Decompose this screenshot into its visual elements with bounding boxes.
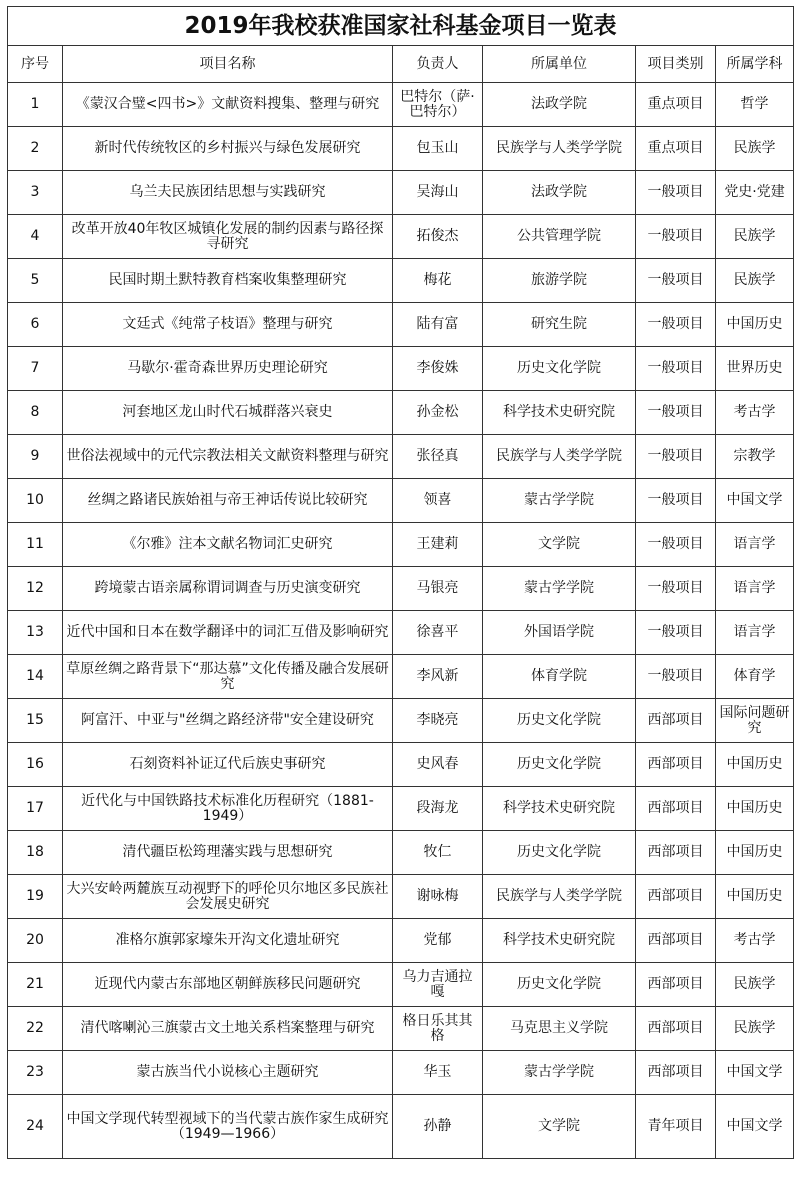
project-name: 石刻资料补证辽代后族史事研究 [63, 743, 393, 787]
project-category: 一般项目 [636, 259, 716, 303]
row-number: 17 [8, 787, 63, 831]
row-number: 13 [8, 611, 63, 655]
project-category: 西部项目 [636, 1007, 716, 1051]
project-name: 马歇尔·霍奇森世界历史理论研究 [63, 347, 393, 391]
principal-investigator: 孙金松 [393, 391, 483, 435]
table-row [8, 435, 794, 479]
row-number: 10 [8, 479, 63, 523]
row-number: 14 [8, 655, 63, 699]
discipline: 中国历史 [716, 303, 794, 347]
principal-investigator: 牧仁 [393, 831, 483, 875]
project-name: 改革开放40年牧区城镇化发展的制约因素与路径探寻研究 [63, 215, 393, 259]
project-list-sheet [7, 6, 793, 1178]
affiliated-unit: 科学技术史研究院 [483, 787, 636, 831]
table-row [8, 1095, 794, 1159]
affiliated-unit: 体育学院 [483, 655, 636, 699]
project-name: 清代喀喇沁三旗蒙古文土地关系档案整理与研究 [63, 1007, 393, 1051]
principal-investigator: 华玉 [393, 1051, 483, 1095]
discipline: 中国历史 [716, 831, 794, 875]
project-category: 一般项目 [636, 567, 716, 611]
table-row [8, 699, 794, 743]
project-name: 阿富汗、中亚与"丝绸之路经济带"安全建设研究 [63, 699, 393, 743]
affiliated-unit: 马克思主义学院 [483, 1007, 636, 1051]
principal-investigator: 史风春 [393, 743, 483, 787]
principal-investigator: 李风新 [393, 655, 483, 699]
principal-investigator: 马银亮 [393, 567, 483, 611]
table-row [8, 303, 794, 347]
project-category: 一般项目 [636, 655, 716, 699]
discipline: 国际问题研究 [716, 699, 794, 743]
project-name: 新时代传统牧区的乡村振兴与绿色发展研究 [63, 127, 393, 171]
discipline: 民族学 [716, 963, 794, 1007]
principal-investigator: 王建莉 [393, 523, 483, 567]
project-category: 一般项目 [636, 435, 716, 479]
affiliated-unit: 历史文化学院 [483, 347, 636, 391]
table-row [8, 919, 794, 963]
discipline: 中国文学 [716, 1051, 794, 1095]
principal-investigator: 李俊姝 [393, 347, 483, 391]
project-category: 一般项目 [636, 347, 716, 391]
project-category: 一般项目 [636, 611, 716, 655]
table-row [8, 655, 794, 699]
principal-investigator: 陆有富 [393, 303, 483, 347]
table-row [8, 215, 794, 259]
table-row [8, 611, 794, 655]
discipline: 语言学 [716, 567, 794, 611]
discipline: 中国历史 [716, 743, 794, 787]
affiliated-unit: 法政学院 [483, 83, 636, 127]
row-number: 24 [8, 1095, 63, 1159]
principal-investigator: 李晓亮 [393, 699, 483, 743]
project-name: 《尔雅》注本文献名物词汇史研究 [63, 523, 393, 567]
row-number: 3 [8, 171, 63, 215]
project-category: 一般项目 [636, 479, 716, 523]
principal-investigator: 包玉山 [393, 127, 483, 171]
affiliated-unit: 历史文化学院 [483, 963, 636, 1007]
affiliated-unit: 科学技术史研究院 [483, 919, 636, 963]
project-name: 乌兰夫民族团结思想与实践研究 [63, 171, 393, 215]
discipline: 民族学 [716, 215, 794, 259]
project-name: 文廷式《纯常子枝语》整理与研究 [63, 303, 393, 347]
project-category: 一般项目 [636, 303, 716, 347]
table-row [8, 875, 794, 919]
principal-investigator: 巴特尔（萨·巴特尔） [393, 83, 483, 127]
table-row [8, 127, 794, 171]
table-title: 2019年我校获准国家社科基金项目一览表 [8, 7, 794, 46]
project-category: 西部项目 [636, 699, 716, 743]
project-category: 一般项目 [636, 215, 716, 259]
row-number: 9 [8, 435, 63, 479]
table-row [8, 259, 794, 303]
row-number: 22 [8, 1007, 63, 1051]
discipline: 中国历史 [716, 787, 794, 831]
table-row [8, 347, 794, 391]
project-category: 一般项目 [636, 171, 716, 215]
row-number: 15 [8, 699, 63, 743]
row-number: 6 [8, 303, 63, 347]
row-number: 19 [8, 875, 63, 919]
principal-investigator: 孙静 [393, 1095, 483, 1159]
principal-investigator: 领喜 [393, 479, 483, 523]
project-name: 河套地区龙山时代石城群落兴衰史 [63, 391, 393, 435]
row-number: 7 [8, 347, 63, 391]
discipline: 中国文学 [716, 1095, 794, 1159]
row-number: 5 [8, 259, 63, 303]
affiliated-unit: 民族学与人类学学院 [483, 127, 636, 171]
principal-investigator: 徐喜平 [393, 611, 483, 655]
project-name: 近代中国和日本在数学翻译中的词汇互借及影响研究 [63, 611, 393, 655]
discipline: 哲学 [716, 83, 794, 127]
project-name: 《蒙汉合璧<四书>》文献资料搜集、整理与研究 [63, 83, 393, 127]
row-number: 1 [8, 83, 63, 127]
affiliated-unit: 文学院 [483, 1095, 636, 1159]
affiliated-unit: 公共管理学院 [483, 215, 636, 259]
affiliated-unit: 蒙古学学院 [483, 479, 636, 523]
project-category: 重点项目 [636, 127, 716, 171]
project-name: 草原丝绸之路背景下“那达慕”文化传播及融合发展研究 [63, 655, 393, 699]
table-row [8, 743, 794, 787]
affiliated-unit: 科学技术史研究院 [483, 391, 636, 435]
discipline: 民族学 [716, 259, 794, 303]
affiliated-unit: 外国语学院 [483, 611, 636, 655]
table-row [8, 1007, 794, 1051]
discipline: 考古学 [716, 391, 794, 435]
discipline: 宗教学 [716, 435, 794, 479]
header-discipline: 所属学科 [716, 46, 794, 83]
project-category: 重点项目 [636, 83, 716, 127]
project-category: 西部项目 [636, 831, 716, 875]
table-row [8, 1051, 794, 1095]
row-number: 20 [8, 919, 63, 963]
row-number: 12 [8, 567, 63, 611]
row-number: 11 [8, 523, 63, 567]
principal-investigator: 张径真 [393, 435, 483, 479]
table-row [8, 523, 794, 567]
affiliated-unit: 法政学院 [483, 171, 636, 215]
project-name: 中国文学现代转型视域下的当代蒙古族作家生成研究（1949—1966） [63, 1095, 393, 1159]
row-number: 16 [8, 743, 63, 787]
principal-investigator: 拓俊杰 [393, 215, 483, 259]
row-number: 18 [8, 831, 63, 875]
discipline: 民族学 [716, 127, 794, 171]
row-number: 2 [8, 127, 63, 171]
project-category: 西部项目 [636, 875, 716, 919]
row-number: 4 [8, 215, 63, 259]
table-row [8, 171, 794, 215]
project-name: 近代化与中国铁路技术标准化历程研究（1881-1949） [63, 787, 393, 831]
header-unit: 所属单位 [483, 46, 636, 83]
principal-investigator: 格日乐其其格 [393, 1007, 483, 1051]
project-name: 准格尔旗郭家壕朱开沟文化遗址研究 [63, 919, 393, 963]
principal-investigator: 乌力吉通拉嘎 [393, 963, 483, 1007]
project-table [7, 6, 794, 1159]
discipline: 党史·党建 [716, 171, 794, 215]
project-category: 西部项目 [636, 743, 716, 787]
row-number: 21 [8, 963, 63, 1007]
discipline: 世界历史 [716, 347, 794, 391]
project-name: 近现代内蒙古东部地区朝鲜族移民问题研究 [63, 963, 393, 1007]
project-name: 蒙古族当代小说核心主题研究 [63, 1051, 393, 1095]
table-row [8, 391, 794, 435]
affiliated-unit: 研究生院 [483, 303, 636, 347]
affiliated-unit: 民族学与人类学学院 [483, 435, 636, 479]
principal-investigator: 党郁 [393, 919, 483, 963]
project-category: 西部项目 [636, 919, 716, 963]
header-no: 序号 [8, 46, 63, 83]
discipline: 语言学 [716, 523, 794, 567]
project-name: 跨境蒙古语亲属称谓词调查与历史演变研究 [63, 567, 393, 611]
principal-investigator: 梅花 [393, 259, 483, 303]
row-number: 8 [8, 391, 63, 435]
principal-investigator: 吴海山 [393, 171, 483, 215]
project-category: 西部项目 [636, 1051, 716, 1095]
table-row [8, 479, 794, 523]
project-name: 世俗法视域中的元代宗教法相关文献资料整理与研究 [63, 435, 393, 479]
discipline: 中国历史 [716, 875, 794, 919]
affiliated-unit: 历史文化学院 [483, 743, 636, 787]
affiliated-unit: 旅游学院 [483, 259, 636, 303]
affiliated-unit: 蒙古学学院 [483, 1051, 636, 1095]
discipline: 民族学 [716, 1007, 794, 1051]
header-type: 项目类别 [636, 46, 716, 83]
row-number: 23 [8, 1051, 63, 1095]
affiliated-unit: 历史文化学院 [483, 699, 636, 743]
affiliated-unit: 民族学与人类学学院 [483, 875, 636, 919]
project-name: 大兴安岭两麓族互动视野下的呼伦贝尔地区多民族社会发展史研究 [63, 875, 393, 919]
project-category: 西部项目 [636, 963, 716, 1007]
project-category: 一般项目 [636, 391, 716, 435]
project-name: 民国时期土默特教育档案收集整理研究 [63, 259, 393, 303]
affiliated-unit: 蒙古学学院 [483, 567, 636, 611]
affiliated-unit: 历史文化学院 [483, 831, 636, 875]
table-row [8, 83, 794, 127]
table-body [8, 83, 794, 1159]
header-row [8, 46, 794, 83]
discipline: 语言学 [716, 611, 794, 655]
table-row [8, 963, 794, 1007]
project-category: 西部项目 [636, 787, 716, 831]
header-project-name: 项目名称 [63, 46, 393, 83]
discipline: 考古学 [716, 919, 794, 963]
project-category: 青年项目 [636, 1095, 716, 1159]
project-category: 一般项目 [636, 523, 716, 567]
principal-investigator: 谢咏梅 [393, 875, 483, 919]
header-person: 负责人 [393, 46, 483, 83]
table-row [8, 567, 794, 611]
table-row [8, 787, 794, 831]
discipline: 中国文学 [716, 479, 794, 523]
project-name: 丝绸之路诸民族始祖与帝王神话传说比较研究 [63, 479, 393, 523]
discipline: 体育学 [716, 655, 794, 699]
affiliated-unit: 文学院 [483, 523, 636, 567]
table-row [8, 831, 794, 875]
project-name: 清代疆臣松筠理藩实践与思想研究 [63, 831, 393, 875]
principal-investigator: 段海龙 [393, 787, 483, 831]
